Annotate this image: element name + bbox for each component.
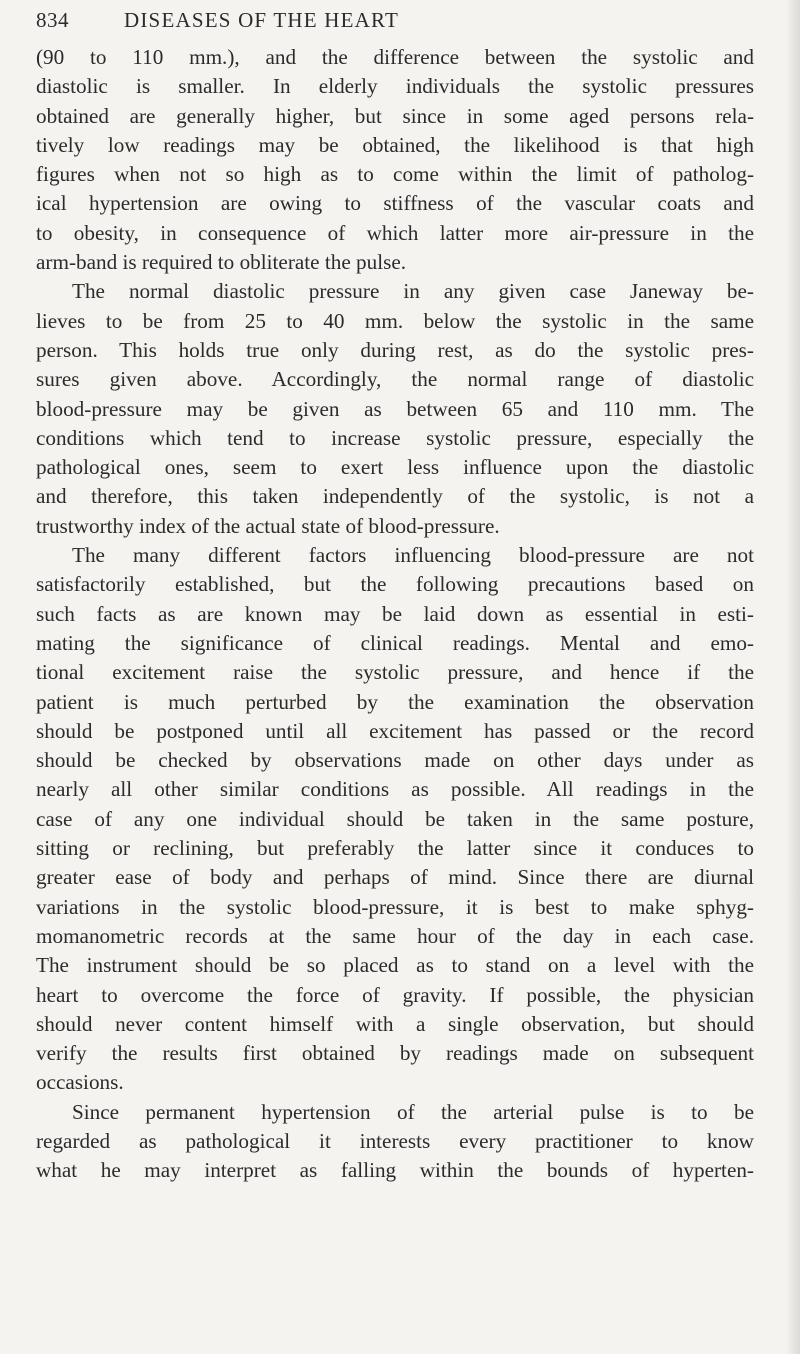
- text-line: should be postponed until all excitement has passed or the record: [36, 718, 754, 743]
- text-line: to obesity, in consequence of which latter more air-pressure in the: [36, 220, 754, 245]
- text-line: verify the results first obtained by readings made on subsequent: [36, 1041, 754, 1066]
- text-line: heart to overcome the force of gravity. If possible, the physician: [36, 982, 754, 1007]
- text-line: sures given above. Accordingly, the normal range of diastolic: [36, 367, 754, 392]
- text-line: nearly all other similar conditions as possible. All readings in the: [36, 777, 754, 802]
- text-line: lieves to be from 25 to 40 mm. below the systolic in the same: [36, 308, 754, 333]
- text-line: what he may interpret as falling within the bounds of hyperten-: [36, 1158, 754, 1183]
- text-line: such facts as are known may be laid down as essential in esti-: [36, 601, 754, 626]
- text-line: momanometric records at the same hour of the day in each case.: [36, 923, 754, 948]
- text-line: The normal diastolic pressure in any given case Janeway be-: [72, 279, 754, 304]
- text-line: tional excitement raise the systolic pressure, and hence if the: [36, 660, 754, 685]
- page-number: 834: [36, 8, 69, 32]
- text-line: arm-band is required to obliterate the pulse.: [36, 250, 407, 275]
- page-edge-shadow: [786, 0, 800, 1354]
- text-line: variations in the systolic blood-pressure, it is best to make sphyg-: [36, 894, 754, 919]
- body-text: [36, 43, 754, 1186]
- text-line: and therefore, this taken independently of the systolic, is not a: [36, 484, 754, 509]
- text-line: diastolic is smaller. In elderly individuals the systolic pressures: [36, 74, 754, 99]
- text-line: satisfactorily established, but the following precautions based on: [36, 572, 754, 597]
- text-line: should never content himself with a single observation, but should: [36, 1011, 754, 1036]
- page-header: [36, 8, 756, 42]
- text-line: obtained are generally higher, but since in some aged persons rela-: [36, 103, 754, 128]
- text-line: person. This holds true only during rest, as do the systolic pres-: [36, 337, 754, 362]
- text-line: ical hypertension are owing to stiffness of the vascular coats and: [36, 191, 754, 216]
- text-line: greater ease of body and perhaps of mind. Since there are diurnal: [36, 865, 754, 890]
- running-head: DISEASES OF THE HEART: [124, 8, 399, 32]
- text-line: mating the significance of clinical readings. Mental and emo-: [36, 630, 754, 655]
- text-line: The many different factors influencing blood-pressure are not: [72, 543, 754, 568]
- text-line: case of any one individual should be taken in the same posture,: [36, 806, 754, 831]
- text-line: sitting or reclining, but preferably the latter since it conduces to: [36, 836, 754, 861]
- text-line: conditions which tend to increase systolic pressure, especially the: [36, 425, 754, 450]
- text-line: (90 to 110 mm.), and the difference between the systolic and: [36, 45, 754, 69]
- text-line: trustworthy index of the actual state of blood-pressure.: [36, 513, 500, 538]
- text-line: The instrument should be so placed as to stand on a level with the: [36, 953, 754, 978]
- text-line: Since permanent hypertension of the arterial pulse is to be: [72, 1099, 754, 1124]
- text-line: should be checked by observations made on other days under as: [36, 748, 754, 773]
- text-line: occasions.: [36, 1070, 124, 1095]
- text-line: regarded as pathological it interests every practitioner to know: [36, 1128, 754, 1153]
- text-line: blood-pressure may be given as between 65 and 110 mm. The: [36, 396, 754, 421]
- text-line: figures when not so high as to come within the limit of patholog-: [36, 162, 754, 187]
- text-line: patient is much perturbed by the examination the observation: [36, 689, 754, 714]
- text-line: pathological ones, seem to exert less influence upon the diastolic: [36, 455, 754, 480]
- text-line: tively low readings may be obtained, the likelihood is that high: [36, 132, 754, 157]
